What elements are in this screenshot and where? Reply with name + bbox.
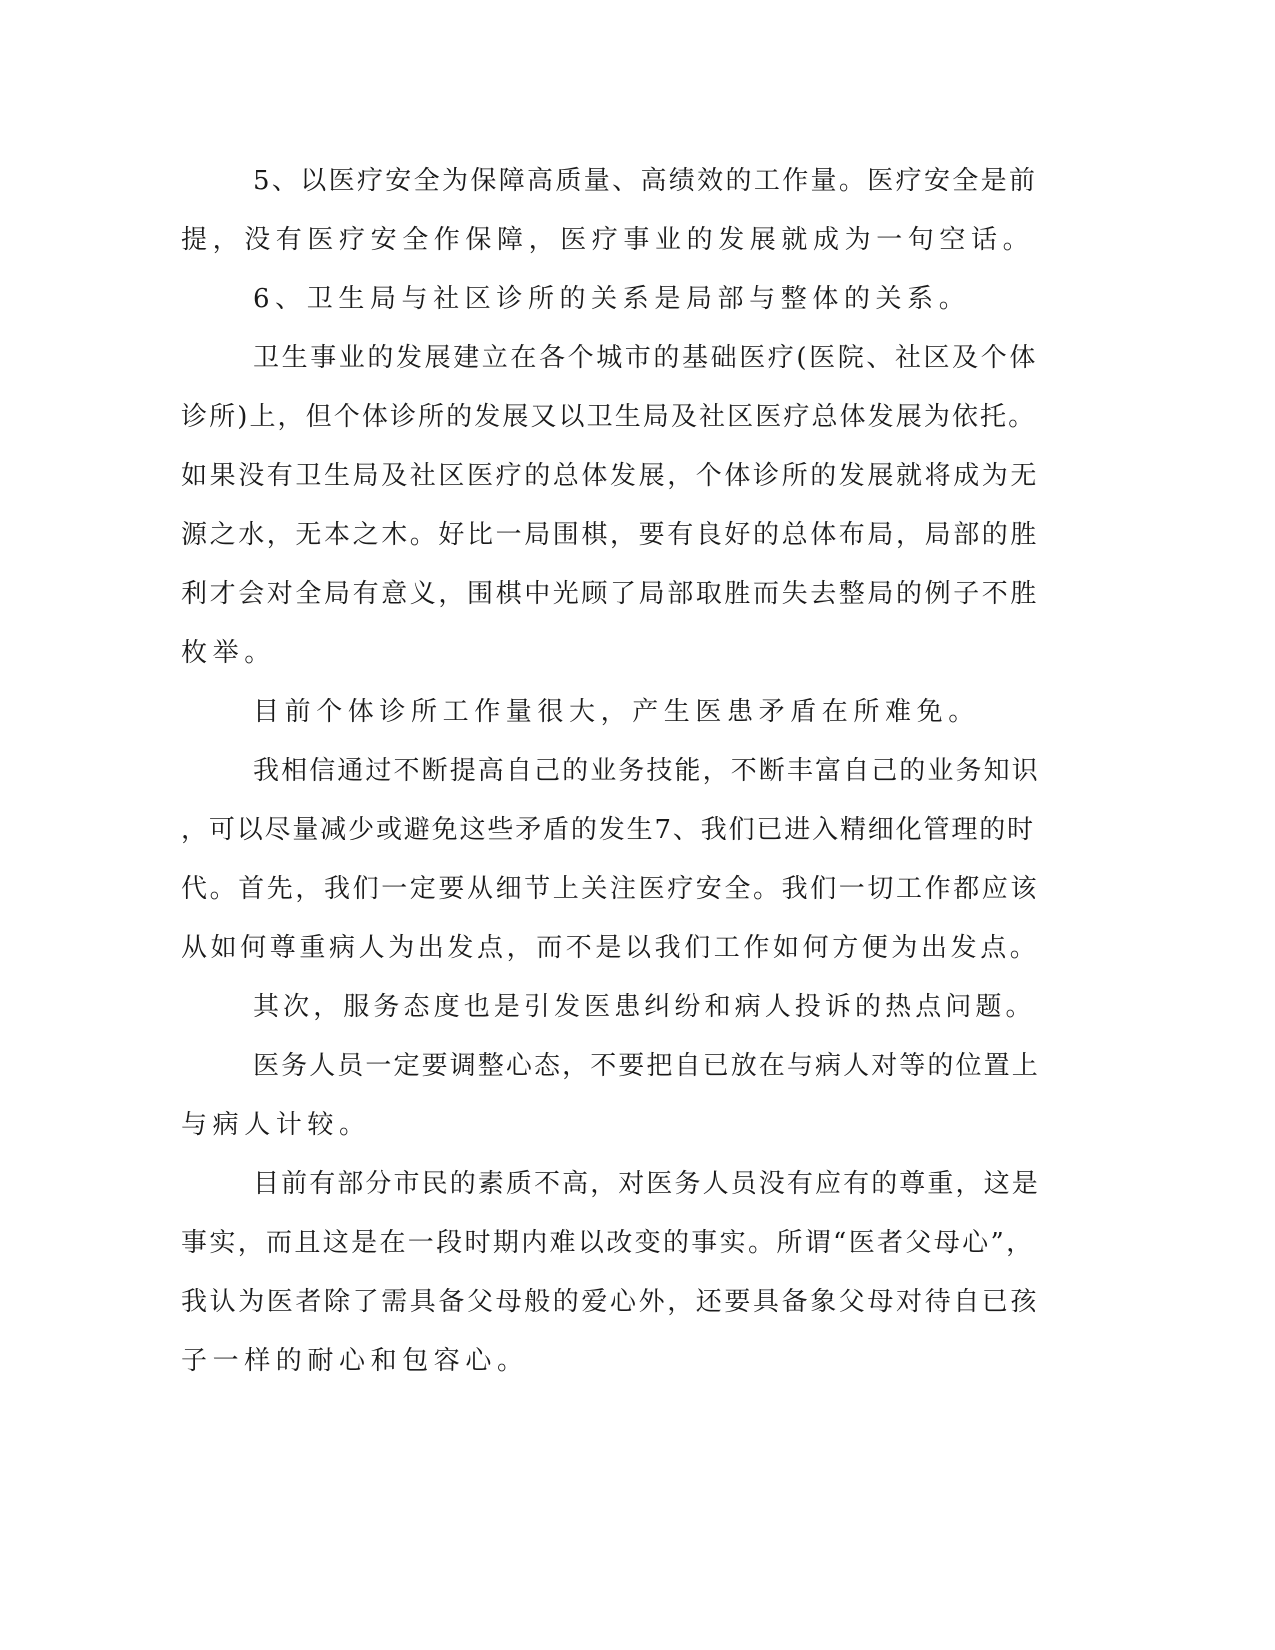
text-line-1: 5、以医疗安全为保障高质量、高绩效的工作量。医疗安全是前	[253, 166, 1038, 196]
text-line-7: 源之水，无本之木。好比一局围棋，要有良好的总体布局，局部的胜	[181, 520, 1040, 550]
text-line-3: 6、卫生局与社区诊所的关系是局部与整体的关系。	[253, 284, 971, 314]
text-line-8: 利才会对全局有意义，围棋中光顾了局部取胜而失去整局的例子不胜	[181, 579, 1040, 609]
text-line-21: 子一样的耐心和包容心。	[181, 1346, 529, 1376]
text-line-11: 我相信通过不断提高自己的业务技能，不断丰富自己的业务知识	[253, 756, 1040, 786]
text-line-18: 目前有部分市民的素质不高，对医务人员没有应有的尊重，这是	[253, 1169, 1040, 1199]
text-line-15: 其次，服务态度也是引发医患纠纷和病人投诉的热点问题。	[253, 992, 1036, 1022]
text-line-12: ，可以尽量减少或避免这些矛盾的发生7、我们已进入精细化管理的时	[181, 815, 1035, 845]
text-line-17: 与病人计较。	[181, 1110, 371, 1140]
text-line-13: 代。首先，我们一定要从细节上关注医疗安全。我们一切工作都应该	[181, 874, 1040, 904]
text-line-5: 诊所)上，但个体诊所的发展又以卫生局及社区医疗总体发展为依托。	[181, 402, 1037, 432]
text-line-9: 枚举。	[181, 638, 276, 668]
text-line-10: 目前个体诊所工作量很大，产生医患矛盾在所难免。	[253, 697, 980, 727]
text-line-19: 事实，而且这是在一段时期内难以改变的事实。所谓“医者父母心”，	[181, 1228, 1035, 1258]
text-line-20: 我认为医者除了需具备父母般的爱心外，还要具备象父母对待自已孩	[181, 1287, 1040, 1317]
text-line-6: 如果没有卫生局及社区医疗的总体发展，个体诊所的发展就将成为无	[181, 461, 1040, 491]
text-line-16: 医务人员一定要调整心态，不要把自已放在与病人对等的位置上	[253, 1051, 1040, 1081]
text-line-4: 卫生事业的发展建立在各个城市的基础医疗(医院、社区及个体	[253, 343, 1038, 373]
text-line-2: 提，没有医疗安全作保障，医疗事业的发展就成为一句空话。	[181, 225, 1035, 255]
text-line-14: 从如何尊重病人为出发点，而不是以我们工作如何方便为出发点。	[181, 933, 1040, 963]
